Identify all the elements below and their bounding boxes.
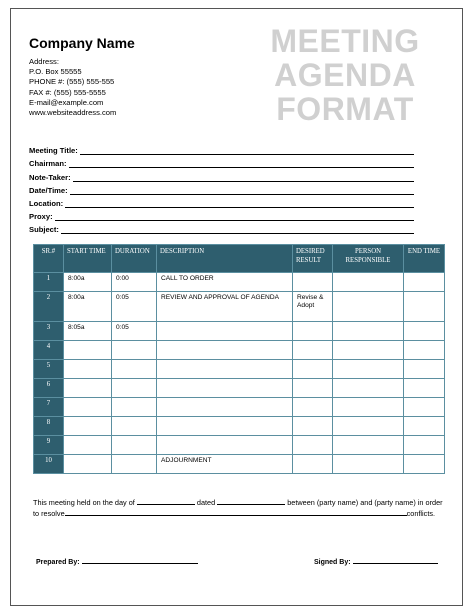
title-line-1: MEETING (270, 23, 420, 59)
table-row (34, 322, 445, 341)
cell-sr: 7 (34, 398, 64, 417)
field-date-time[interactable] (29, 182, 414, 195)
table-row (34, 398, 445, 417)
cell-duration[interactable] (112, 455, 157, 474)
cell-person-responsible[interactable] (333, 398, 404, 417)
cell-end-time[interactable] (404, 398, 445, 417)
company-address-label: Address: (29, 57, 59, 66)
agenda-table (33, 244, 445, 474)
prepared-by-line[interactable] (82, 556, 198, 564)
company-fax: FAX #: (555) 555-5555 (29, 87, 106, 97)
cell-end-time[interactable] (404, 322, 445, 341)
company-email: E-mail@example.com (29, 97, 104, 107)
cell-desired-result[interactable] (293, 436, 333, 455)
field-label: Location: (29, 198, 64, 208)
company-phone: PHONE #: (555) 555-555 (29, 77, 115, 87)
cell-sr: 1 (34, 273, 64, 292)
header-end-time: END TIME (404, 245, 445, 273)
cell-person-responsible[interactable] (333, 379, 404, 398)
meeting-fields (29, 142, 414, 234)
table-row (34, 341, 445, 360)
cell-duration[interactable]: 0:05 (112, 322, 157, 341)
prepared-by-label: Prepared By: (36, 559, 80, 566)
statement-part-1: This meeting held on the day of (33, 498, 135, 507)
cell-duration[interactable] (112, 398, 157, 417)
statement-part-4: to resolve (33, 509, 65, 518)
header-sr: SR.# (34, 245, 64, 273)
field-note-taker[interactable] (29, 168, 414, 181)
statement-part-2: dated (196, 498, 216, 507)
cell-duration[interactable] (112, 417, 157, 436)
cell-start-time[interactable]: 8:05a (64, 322, 112, 341)
cell-desired-result[interactable]: Revise & Adopt (293, 292, 333, 322)
table-row (34, 292, 445, 322)
cell-start-time[interactable] (64, 379, 112, 398)
table-row (34, 379, 445, 398)
signed-by-line[interactable] (353, 556, 438, 564)
field-label: Chairman: (29, 159, 67, 169)
table-header-row (34, 245, 445, 273)
cell-duration[interactable] (112, 360, 157, 379)
cell-start-time[interactable] (64, 360, 112, 379)
cell-desired-result[interactable] (293, 273, 333, 292)
cell-person-responsible[interactable] (333, 273, 404, 292)
cell-start-time[interactable]: 8:00a (64, 273, 112, 292)
cell-start-time[interactable]: 8:00a (64, 292, 112, 322)
prepared-by (36, 556, 198, 566)
company-block (29, 35, 135, 118)
cell-desired-result[interactable] (293, 341, 333, 360)
cell-duration[interactable]: 0:05 (112, 292, 157, 322)
field-line[interactable] (73, 173, 414, 182)
day-blank[interactable] (137, 497, 195, 505)
field-proxy[interactable] (29, 208, 414, 221)
cell-person-responsible[interactable] (333, 322, 404, 341)
cell-description[interactable] (157, 436, 293, 455)
company-po-box: P.O. Box 55555 (29, 67, 82, 77)
field-label: Subject: (29, 225, 59, 235)
cell-description[interactable] (157, 360, 293, 379)
cell-desired-result[interactable] (293, 398, 333, 417)
field-label: Proxy: (29, 212, 53, 222)
cell-sr: 8 (34, 417, 64, 436)
cell-end-time[interactable] (404, 292, 445, 322)
company-website: www.websiteaddress.com (29, 108, 117, 118)
cell-duration[interactable] (112, 436, 157, 455)
cell-description[interactable] (157, 417, 293, 436)
signed-by-label: Signed By: (314, 559, 351, 566)
cell-sr: 2 (34, 292, 64, 322)
cell-person-responsible[interactable] (333, 417, 404, 436)
cell-duration[interactable] (112, 379, 157, 398)
cell-desired-result[interactable] (293, 360, 333, 379)
cell-description[interactable] (157, 379, 293, 398)
cell-end-time[interactable] (404, 379, 445, 398)
cell-person-responsible[interactable] (333, 341, 404, 360)
field-line[interactable] (65, 199, 414, 208)
cell-start-time[interactable] (64, 455, 112, 474)
cell-sr: 5 (34, 360, 64, 379)
cell-sr: 6 (34, 379, 64, 398)
statement-part-5: conflicts. (406, 509, 436, 518)
company-name: Company Name (29, 35, 135, 51)
meeting-statement (33, 497, 443, 519)
title-line-3: FORMAT (276, 91, 414, 127)
field-line[interactable] (55, 212, 414, 221)
cell-start-time[interactable] (64, 398, 112, 417)
header-duration: DURATION (112, 245, 157, 273)
cell-description[interactable]: REVIEW AND APPROVAL OF AGENDA (157, 292, 293, 322)
cell-person-responsible[interactable] (333, 436, 404, 455)
field-line[interactable] (61, 225, 414, 234)
cell-person-responsible[interactable] (333, 455, 404, 474)
header-start-time: START TIME (64, 245, 112, 273)
field-subject[interactable] (29, 221, 414, 234)
cell-end-time[interactable] (404, 341, 445, 360)
document-title (250, 24, 440, 126)
cell-desired-result[interactable] (293, 455, 333, 474)
field-location[interactable] (29, 195, 414, 208)
cell-end-time[interactable] (404, 455, 445, 474)
cell-start-time[interactable] (64, 417, 112, 436)
field-chairman[interactable] (29, 155, 414, 168)
cell-description[interactable]: ADJOURNMENT (157, 455, 293, 474)
table-row (34, 273, 445, 292)
cell-duration[interactable]: 0:00 (112, 273, 157, 292)
cell-description[interactable]: CALL TO ORDER (157, 273, 293, 292)
table-row (34, 436, 445, 455)
field-label: Meeting Title: (29, 146, 78, 156)
field-meeting-title[interactable] (29, 142, 414, 155)
cell-description[interactable] (157, 398, 293, 417)
statement-part-3: between (party name) and (party name) in order (287, 498, 443, 507)
field-label: Date/Time: (29, 185, 68, 195)
signed-by (314, 556, 438, 566)
cell-sr: 9 (34, 436, 64, 455)
cell-person-responsible[interactable] (333, 360, 404, 379)
cell-sr: 3 (34, 322, 64, 341)
field-label: Note-Taker: (29, 172, 71, 182)
resolve-blank[interactable] (65, 508, 407, 516)
field-line[interactable] (80, 146, 414, 155)
header-person-responsible: PERSON RESPONSIBLE (333, 245, 404, 273)
cell-end-time[interactable] (404, 417, 445, 436)
table-row (34, 417, 445, 436)
header-description: DESCRIPTION (157, 245, 293, 273)
cell-end-time[interactable] (404, 436, 445, 455)
cell-description[interactable] (157, 322, 293, 341)
table-row (34, 360, 445, 379)
cell-sr: 10 (34, 455, 64, 474)
cell-end-time[interactable] (404, 360, 445, 379)
title-line-2: AGENDA (274, 57, 416, 93)
cell-desired-result[interactable] (293, 417, 333, 436)
cell-end-time[interactable] (404, 273, 445, 292)
cell-sr: 4 (34, 341, 64, 360)
field-line[interactable] (70, 186, 414, 195)
table-row (34, 455, 445, 474)
cell-start-time[interactable] (64, 436, 112, 455)
field-line[interactable] (69, 159, 414, 168)
cell-duration[interactable] (112, 341, 157, 360)
cell-person-responsible[interactable] (333, 292, 404, 322)
cell-desired-result[interactable] (293, 379, 333, 398)
cell-description[interactable] (157, 341, 293, 360)
cell-start-time[interactable] (64, 341, 112, 360)
date-blank[interactable] (217, 497, 285, 505)
header-desired-result: DESIRED RESULT (293, 245, 333, 273)
cell-desired-result[interactable] (293, 322, 333, 341)
